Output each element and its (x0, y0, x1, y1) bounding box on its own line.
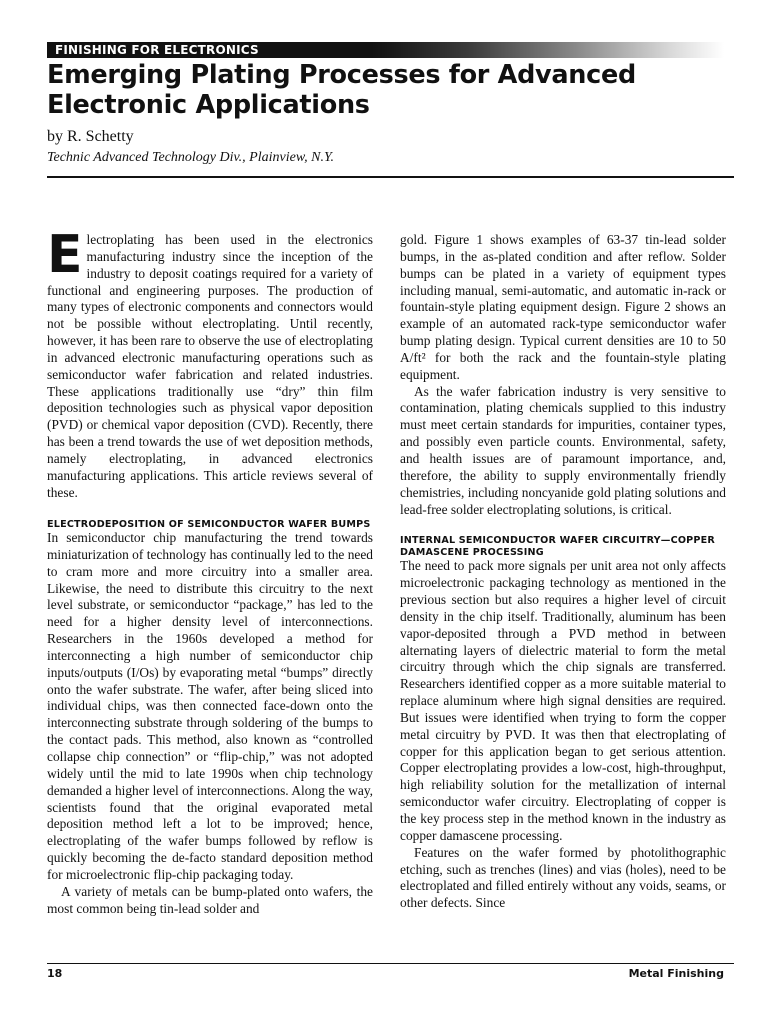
body-paragraph: A variety of metals can be bump-plated onto wafers, the most common being tin-lead solder and (47, 883, 373, 916)
section-banner (47, 42, 724, 58)
left-column (47, 225, 373, 917)
author-affiliation: Technic Advanced Technology Div., Plainview, N.Y. (47, 150, 334, 165)
intro-text: lectroplating has been used in the electronics manufacturing industry since the inception of the industry to deposit coatings required for a variety of functional and engineering purposes. The production of many types of electronic components and connectors would not be possible without electroplating. Until recently, however, it has been rare to observe the use of electroplating in advanced electronic manufacturing operations such as semiconductor wafer fabrication and related industries. These applications traditionally use “dry” thin film deposition technologies such as physical vapor deposition (PVD) or chemical vapor deposition (CVD). Recently, there has been a trend towards the use of wet deposition methods, namely electroplating, in advanced electronics manufacturing applications. This article reviews several of these. (47, 232, 373, 500)
title-divider (47, 176, 734, 178)
drop-cap: E (47, 225, 83, 285)
section-banner-label: FINISHING FOR ELECTRONICS (55, 43, 259, 57)
journal-name: Metal Finishing (628, 967, 724, 980)
page-number: 18 (47, 967, 63, 980)
body-paragraph: The need to pack more signals per unit area not only affects microelectronic packaging technology as mentioned in the previous section but also requires a higher level of circuit density in the chip itself. Traditionally, aluminum has been vapor-deposited through a PVD method in between alternating layers of dielectric material to form the metal circuitry through which the chip signals are transferred. Researchers identified copper as a more suitable material to replace aluminum where high signal densities are required. But issues were identified when trying to form the copper metal circuitry by PVD. It was then that electroplating of copper for this application began to get serious attention. Copper electroplating provides a low-cost, high-throughput, high reliability solution for the metallization of internal semiconductor wafer circuitry. Electroplating of copper is the key process step in the method known in the industry as copper damascene processing. (400, 558, 726, 843)
author-byline: by R. Schetty (47, 128, 134, 145)
article-title: Emerging Plating Processes for Advanced Electronic Applications (47, 60, 636, 120)
body-paragraph: In semiconductor chip manufacturing the trend towards miniaturization of technology has continually led to the need to cram more and more circuitry into a smaller area. Likewise, the need to distribute this circuitry to the next level substrate, or semiconductor “package,” has led to the need for a higher density level of interconnections. Researchers in the 1960s developed a method for interconnecting a high number of semiconductor chip inputs/outputs (I/Os) by evaporating metal “bumps” directly onto the wafer substrate. The wafer, after being sliced into individual chips, was then connected face-down onto the interconnecting substrate through soldering of the bumps to the contact pads. This method, also known as “controlled collapse chip connection” or “flip-chip,” was not adopted widely until the mid to late 1990s when chip technology demanded a higher level of interconnections. Along the way, scientists found that the original evaporated metal deposition method left a lot to be improved; hence, electroplating of the wafer bumps followed by reflow is quickly becoming the de-facto standard deposition method for microelectronic flip-chip packaging today. (47, 530, 373, 882)
footer-divider (47, 963, 734, 964)
body-paragraph: gold. Figure 1 shows examples of 63-37 tin-lead solder bumps, in the as-plated condition and after reflow. Solder bumps can be plated in a variety of equipment types including manual, semi-automatic, and automatic in-rack or fountain-style plating equipment design. Figure 2 shows an example of an automated rack-type semiconductor wafer bump plating design. Typical current densities are 10 to 50 A/ft² for both the rack and the fountain-style plating equipment. (400, 232, 726, 382)
body-paragraph: Features on the wafer formed by photolithographic etching, such as trenches (lines) and vias (holes), need to be electroplated and filled entirely without any voids, seams, or other defects. Since (400, 844, 726, 911)
right-column (400, 232, 726, 912)
body-paragraph: As the wafer fabrication industry is very sensitive to contamination, plating chemicals supplied to this industry must meet certain standards for impurities, container types, and possibly even particle counts. Environmental, safety, and health issues are of paramount importance, and, therefore, the ability to supply environmentally friendly chemistries, including noncyanide gold plating solutions and lead-free solder electroplating solutions, is critical. (400, 383, 726, 517)
section-heading-copper-damascene: INTERNAL SEMICONDUCTOR WAFER CIRCUITRY—COPPER DAMASCENE PROCESSING (400, 535, 715, 558)
section-heading-wafer-bumps: ELECTRODEPOSITION OF SEMICONDUCTOR WAFER BUMPS (47, 518, 371, 530)
intro-paragraph (47, 225, 373, 502)
